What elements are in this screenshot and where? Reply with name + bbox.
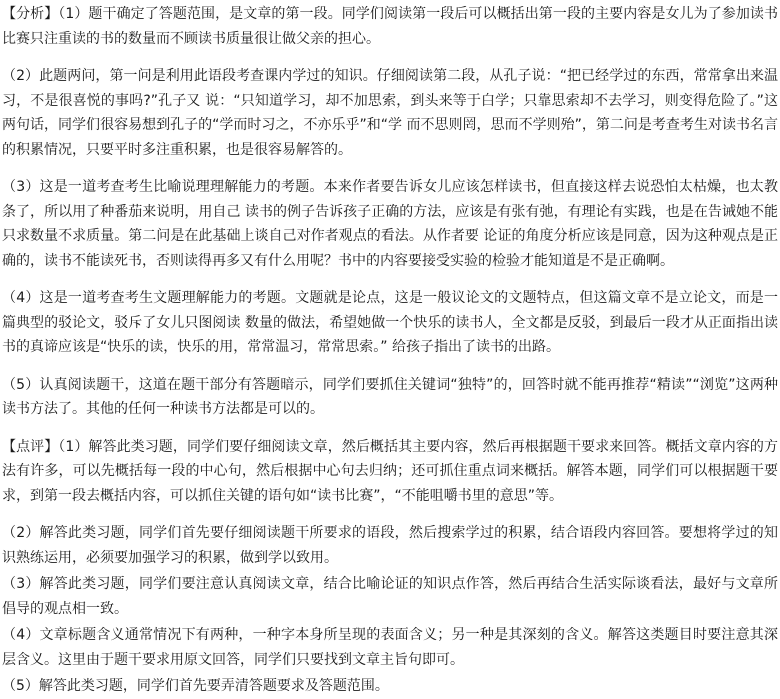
comment-paragraph-4: （4）文章标题含义通常情况下有两种，一种字本身所呈现的表面含义；另一种是其深刻的含义。解答这类题目时要注意其深层含义。这里由于题干要求用原文回答，同学们只要找到文章主旨句即可。 xyxy=(2,627,778,668)
analysis-paragraph-5: （5）认真阅读题干，这道在题干部分有答题暗示，同学们要抓住关键词“独特”的，回答时就不能再推荐“精读”“浏览”这两种读书方法了。其他的任何一种读书方法都是可以的。 xyxy=(2,376,778,417)
comment-paragraph-1: 【点评】（1）解答此类习题，同学们要仔细阅读文章，然后概括其主要内容，然后再根据题干要求来回答。概括文章内容的方法有许多，可以先概括每一段的中心句，然后根据中心句去归纳；还可抓住重点词来概括。解答本题，同学们可以根据题干要求，到第一段去概括内容，可以抓住关键的语句如“读书比赛”，“不能咀嚼书里的意思”等。 xyxy=(2,438,778,504)
analysis-paragraph-1: 【分析】（1）题干确定了答题范围，是文章的第一段。同学们阅读第一段后可以概括出第一段的主要内容是女儿为了参加读书比赛只注重读的书的数量而不顾读书质量很让做父亲的担心。 xyxy=(2,6,778,47)
analysis-paragraph-3: （3）这是一道考查考生比喻说理理解能力的考题。本来作者要告诉女儿应该怎样读书，但直接这样去说恐怕太枯燥，也太教条了，所以用了种番茄来说明，用自己 读书的例子告诉孩子正确的方法，应该是有张有弛，有理论有实践，也是在告诫她不能只求数量不求质量。第二问是在此基础上谈自己对作者观点的看法。从作者要 论证的角度分析应该是同意，因为这种观点是正确的，读书不能读死书，否则读得再多又有什么用呢？书中的内容要接受实验的检验才能知道是不是正确啊。 xyxy=(2,179,778,269)
analysis-paragraph-4: （4）这是一道考查考生文题理解能力的考题。文题就是论点，这是一般议论文的文题特点，但这篇文章不是立论文，而是一篇典型的驳论文，驳斥了女儿只图阅读 数量的做法，希望她做一个快乐的读书人，全文都是反驳，到最后一段才从正面指出读书的真谛应该是“快乐的读，快乐的用，常常温习，常常思索。” 给孩子指出了读书的出路。 xyxy=(2,290,778,355)
comment-paragraph-5: （5）解答此类习题，同学们首先要弄清答题要求及答题范围。 xyxy=(2,678,389,694)
analysis-paragraph-2: （2）此题两问，第一问是利用此语段考查课内学过的知识。仔细阅读第二段，从孔子说：“把已经学过的东西，常常拿出来温习，不是很喜悦的事吗?”孔子又 说：“只知道学习，却不加思索，到头来等于白学；只靠思索却不去学习，则变得危险了。”这两句话，同学们很容易想到孔子的“学而时习之，不亦乐乎”和“学 而不思则罔，思而不学则殆”，第二问是考查考生对读书名言的积累情况，只要平时多注重积累，也是很容易解答的。 xyxy=(2,68,778,158)
comment-paragraph-3: （3）解答此类习题，同学们要注意认真阅读文章，结合比喻论证的知识点作答，然后再结合生活实际谈看法，最好与文章所倡导的观点相一致。 xyxy=(2,576,778,617)
answer-analysis-document xyxy=(2,0,778,699)
comment-paragraph-2: （2）解答此类习题，同学们首先要仔细阅读题干所要求的语段，然后搜索学过的积累，结合语段内容回答。要想将学过的知识熟练运用，必须要加强学习的积累，做到学以致用。 xyxy=(2,525,778,566)
